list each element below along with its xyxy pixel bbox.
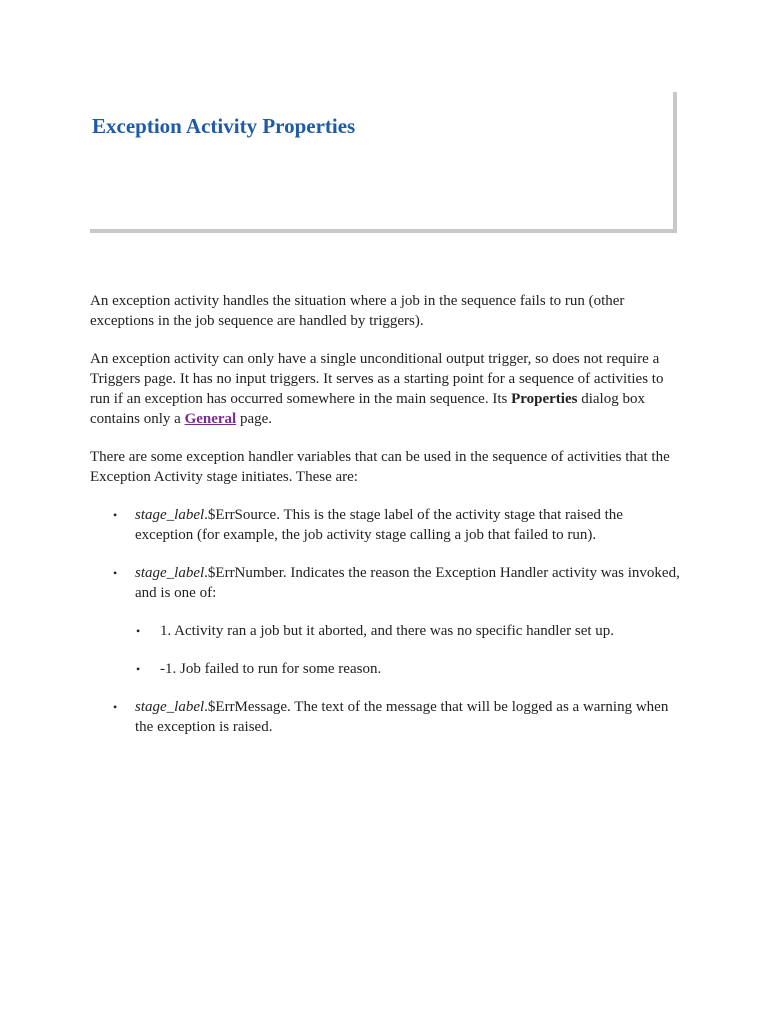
document-body: [90, 291, 680, 755]
variables-list: [90, 505, 680, 737]
list-item: [90, 563, 680, 679]
variable-prefix: stage_label: [135, 699, 205, 715]
bullet-icon: •: [113, 566, 118, 580]
sub-list-text: 1. Activity ran a job but it aborted, and there was no specific handler set up.: [160, 623, 615, 639]
bullet-icon: •: [113, 508, 118, 522]
variable-description: . This is the stage label of the activity stage that raised the exception (for example, the job activity stage calling a job that failed to run).: [135, 507, 623, 543]
variables-intro-paragraph: There are some exception handler variables that can be used in the sequence of activities that the Exception Activity stage initiates. These are:: [90, 449, 670, 485]
description-text-end: page.: [236, 411, 273, 427]
variable-prefix: stage_label: [135, 565, 205, 581]
sub-list-text: -1. Job failed to run for some reason.: [160, 661, 382, 677]
description-text-middle: dialog box contains only a: [90, 391, 645, 427]
sub-list-item: [135, 621, 680, 641]
variable-description: . The text of the message that will be logged as a warning when the exception is raised.: [135, 699, 669, 735]
bullet-icon: •: [136, 662, 141, 676]
variable-prefix: stage_label: [135, 507, 205, 523]
description-text: An exception activity can only have a single unconditional output trigger, so does not require a Triggers page. It has no input triggers. It serves as a starting point for a sequence of activities to run if an exception has occurred somewhere in the main sequence. Its: [90, 351, 664, 407]
intro-paragraph: An exception activity handles the situation where a job in the sequence fails to run (other exceptions in the job sequence are handled by triggers).: [90, 293, 625, 329]
variable-name: .$ErrNumber: [204, 565, 283, 581]
variable-name: .$ErrSource: [204, 507, 277, 523]
list-item: [90, 505, 680, 545]
variable-name: .$ErrMessage: [204, 699, 288, 715]
error-number-values-list: [135, 621, 680, 679]
properties-term: Properties: [511, 391, 578, 407]
variable-description: . Indicates the reason the Exception Handler activity was invoked, and is one of:: [135, 565, 680, 601]
description-paragraph: [90, 349, 680, 429]
bullet-icon: •: [136, 624, 141, 638]
general-page-link[interactable]: General: [184, 411, 237, 427]
list-item: [90, 697, 680, 737]
bullet-icon: •: [113, 700, 118, 714]
header-box: [90, 92, 677, 233]
sub-list-item: [135, 659, 680, 679]
page-title: Exception Activity Properties: [92, 114, 356, 138]
